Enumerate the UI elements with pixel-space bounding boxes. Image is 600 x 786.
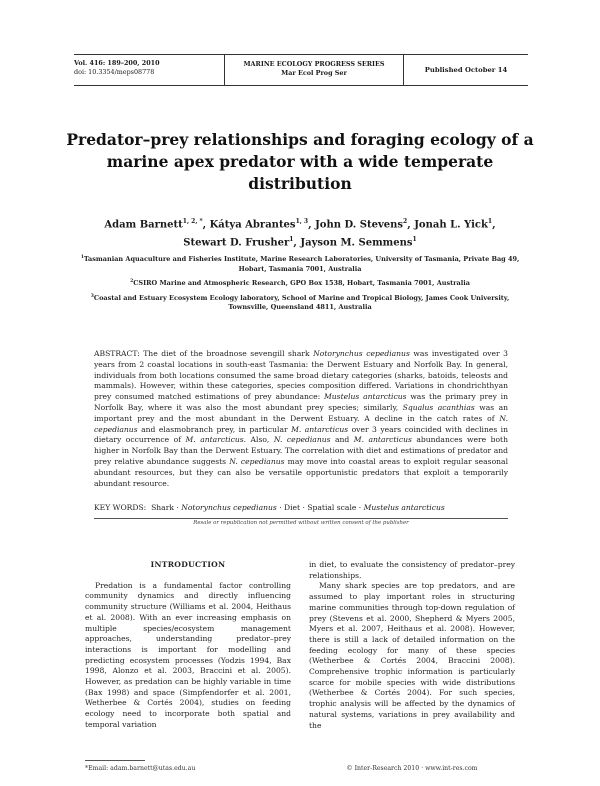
journal-header <box>74 54 528 86</box>
abstract-text: was an important prey and the most abundant in the Derwent Estuary. A decline in the catch rates of <box>94 402 508 423</box>
keyword: Shark · <box>151 503 179 512</box>
abstract-text: abundances were both higher in Norfolk Bay than the Derwent Estuary. The correlation with diet and estimations of predator and prey relative abundance suggests <box>94 435 508 466</box>
republication-notice: Resale or republication not permitted without written consent of the publisher <box>193 520 409 526</box>
abstract-text: The diet of the broadnose sevengill shark <box>143 349 310 358</box>
affiliations <box>70 253 530 316</box>
corresponding-email[interactable]: *Email: adam.barnett@utas.edu.au <box>85 765 196 772</box>
paragraph: Predation is a fundamental factor controlling community dynamics and directly influencing community structure (Williams et al. 2004, Heithaus et al. 2008). With an ever increasing emphasis on multiple species/ecosystem management approaches, understanding predator–prey interactions is important for modelling and predicting ecosystem processes (Yodzis 1994, Bax 1998, Alonzo et al. 2003, Braccini et al. 2005). However, as predation can be highly variable in time (Bax 1998) and space (Simpfendorfer et al. 2001, Wetherbee & Cortés 2004), studies on feeding ecology need to incorporate both spatial and temporal variation <box>85 580 291 729</box>
column-right <box>309 560 515 731</box>
footnote-divider <box>85 760 145 761</box>
keyword: Notorynchus cepedianus <box>181 503 277 512</box>
keywords-label: KEY WORDS: <box>94 503 147 512</box>
author-sup: 1 <box>487 218 493 225</box>
species-name: Squalus acanthias <box>402 402 475 412</box>
affiliation <box>70 277 530 289</box>
species-name: M. antarcticus <box>353 435 412 445</box>
citation-block <box>74 59 160 77</box>
author-list: Adam Barnett$^{1, 2, *}$, Kátya Abrantes$^{1, 3}$, John D. Stevens$^2$, Jonah L. Yick$^1$, Stewart D. Frusher$^1$, Jayson M. Semmens$^1$ <box>104 218 496 249</box>
affiliation-num: 3 <box>90 293 94 299</box>
species-name: N. cepedianus <box>273 435 331 445</box>
keywords <box>94 503 508 512</box>
affiliation-num: 2 <box>130 279 134 285</box>
author-sup: 1, 2, * <box>182 218 203 225</box>
paper-title: Predator–prey relationships and foraging ecology of a marine apex predator with a wide temperate distribution <box>66 130 534 193</box>
species-name: N. cepedianus <box>94 413 508 434</box>
published-date: Published October 14 <box>424 66 508 74</box>
abstract-text: was the primary prey in Norfolk Bay, where it was also the most abundant prey species; similarly, <box>94 392 508 412</box>
paragraph: in diet, to evaluate the consistency of predator–prey relationships. <box>309 560 515 580</box>
abstract-text: over 3 years coincided with declines in dietary occurrence of <box>94 424 509 445</box>
species-name: Notorynchus cepedianus <box>313 349 410 358</box>
paragraph: Many shark species are top predators, and are assumed to play important roles in structuring marine communities through top-down regulation of prey (Stevens et al. 2000, Shepherd & Myers 2005, Myers et al. 2007, Heithaus et al. 2008). However, there is still a lack of detailed information on the feeding ecology for many of these species (Wetherbee & Cortés 2004, Braccini 2008). Comprehensive trophic information is particularly scarce for mobile species with wide distributions (Wetherbee & Cortés 2004). For such species, trophic analysis will be affected by the dynamics of natural systems, variations in prey availability and the <box>309 581 515 730</box>
doi[interactable]: doi: 10.3354/meps08778 <box>74 68 155 76</box>
author-sup: 2 <box>403 218 408 225</box>
journal-abbrev: Mar Ecol Prog Ser <box>281 69 347 77</box>
abstract-label: ABSTRACT: <box>94 349 140 358</box>
volume-info: Vol. 416: 189–200, 2010 <box>74 59 160 67</box>
author-sup: 1 <box>289 236 294 244</box>
section-heading: INTRODUCTION <box>150 560 226 569</box>
abstract-text: . Also, <box>243 435 270 445</box>
abstract-text: and <box>335 435 350 445</box>
abstract-text: and elasmobranch prey, in particular <box>141 424 288 434</box>
journal-name-block <box>224 55 404 85</box>
copyright: © Inter-Research 2010 · www.int-res.com <box>346 765 478 772</box>
author: Stewart D. Frusher <box>183 237 290 249</box>
journal-name: MARINE ECOLOGY PROGRESS SERIES <box>243 60 385 68</box>
author: Jayson M. Semmens <box>300 237 413 249</box>
species-name: M. antarcticus <box>291 424 349 434</box>
species-name: N. cepedianus <box>229 456 285 466</box>
column-left <box>85 560 291 731</box>
keyword: Mustelus antarcticus <box>363 503 445 512</box>
author-sup: 1 <box>412 236 417 244</box>
affiliation-text: Tasmanian Aquaculture and Fisheries Institute, Marine Research Laboratories, University of Tasmania, Private Bag 49, Hobart, Tasmania 7001, Australia <box>83 255 520 273</box>
affiliation <box>70 253 530 274</box>
keyword: · Diet · Spatial scale · <box>279 503 362 512</box>
author: Adam Barnett <box>104 219 183 231</box>
author: Jonah L. Yick <box>414 219 488 231</box>
affiliation-text: Coastal and Estuary Ecosystem Ecology laboratory, School of Marine and Tropical Biology, James Cook University, Townsville, Queensland 4811, Australia <box>93 293 510 312</box>
author-sup: 1, 3 <box>295 218 309 225</box>
abstract <box>94 349 508 489</box>
abstract-text: may move into coastal areas to exploit regular seasonal abundant resources, but they can also be versatile opportunistic predators that exploit a temporarily abundant resource. <box>94 456 508 488</box>
affiliation-num: 1 <box>80 255 84 260</box>
author: John D. Stevens <box>315 219 404 231</box>
affiliation-text: CSIRO Marine and Atmospheric Research, GPO Box 1538, Hobart, Tasmania 7001, Australia <box>133 279 470 288</box>
divider <box>94 518 508 519</box>
affiliation <box>70 292 530 313</box>
author: Kátya Abrantes <box>209 219 296 231</box>
abstract-text: was investigated over 3 years from 2 coastal locations in south-east Tasmania: the Derwent Estuary and Norfolk Bay. In general, individuals from both locations consumed the same broad dietary categories (sharks, batoids, teleosts and mammals). However, within these categories, species composition differed. Variations in chondrichthyan prey consumed matched estimations of prey abundance: <box>94 349 508 402</box>
species-name: Mustelus antarcticus <box>324 392 407 402</box>
species-name: M. antarcticus <box>185 435 244 445</box>
